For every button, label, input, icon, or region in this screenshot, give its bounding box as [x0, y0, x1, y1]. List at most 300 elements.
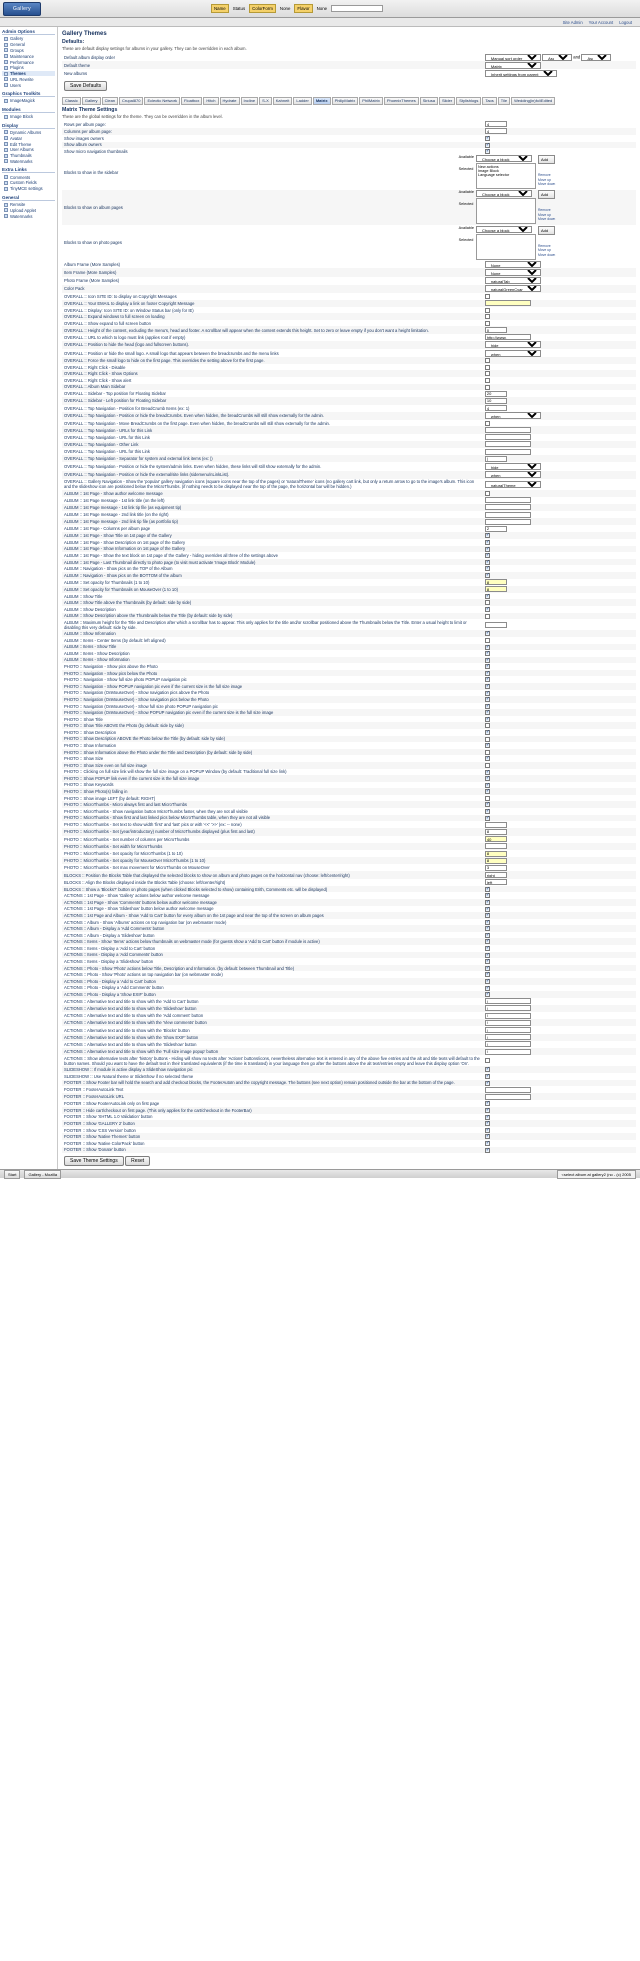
- setting-label: PHOTO :: Show Description ABOVE the Photo below the Title (by default: side by side): [64, 736, 225, 742]
- gear-icon: [4, 43, 8, 47]
- setting-label: PHOTO :: Show Title: [64, 716, 103, 722]
- setting-checkbox[interactable]: [485, 308, 490, 313]
- setting-checkbox[interactable]: [485, 756, 490, 761]
- setting-checkbox[interactable]: [485, 1067, 490, 1072]
- sidebar-group-modules: [2, 107, 55, 120]
- setting-checkbox[interactable]: [485, 1148, 490, 1153]
- list-item[interactable]: Image Block: [477, 169, 499, 174]
- setting-checkbox[interactable]: [485, 1074, 490, 1079]
- site-admin-link[interactable]: Site Admin: [562, 19, 583, 25]
- your-account-link[interactable]: Your Account: [588, 19, 614, 25]
- block-move-up-link[interactable]: Move up: [537, 212, 551, 217]
- setting-label: ALBUM :: Set opacity for Thumbnails on MouseOver (1 to 10): [64, 586, 178, 592]
- setting-checkbox[interactable]: [485, 730, 490, 735]
- reset-button[interactable]: Reset: [125, 1156, 150, 1166]
- add-block-button[interactable]: Add: [538, 190, 555, 199]
- table-row: [62, 384, 636, 391]
- table-row: [62, 729, 636, 736]
- setting-select[interactable]: [485, 463, 541, 470]
- sidebar-item-watermarks[interactable]: [2, 159, 55, 165]
- table-row: [62, 155, 636, 190]
- save-defaults-button[interactable]: Save Defaults: [64, 81, 107, 91]
- tab-floatbox[interactable]: Floatbox: [181, 97, 202, 105]
- tab-eclectic-network[interactable]: Eclectic Network: [144, 97, 180, 105]
- setting-label: ALBUM :: 1st Page - Show Title on 1st page of the Gallery: [64, 533, 172, 539]
- setting-input[interactable]: [485, 1027, 531, 1033]
- tab-tile[interactable]: Tile: [498, 97, 510, 105]
- table-row: [62, 864, 636, 871]
- setting-label: ACTIONS :: Items - Show 'Items' actions below thumbnails on webmaster mode (for guests show a 'Add to Cart' button if module is active): [64, 939, 320, 945]
- table-row: [62, 871, 636, 878]
- setting-label: OVERALL :: Right Click - Show alert: [64, 377, 132, 383]
- setting-select[interactable]: [485, 261, 541, 268]
- setting-checkbox[interactable]: [485, 697, 490, 702]
- setting-label: OVERALL :: Gallery Navigation - Show the 'popular' gallery navigation icons (square icons near the top of the pages) or 'naturalTheme' icons (no gallery cart link, but only a return arrow to go to the image's album. This icon and the slideshow icon are positioned below the MicroThumbs. (if nothing needs to be displayed near the top of the page, the horizontal bar will be hidden.): [64, 479, 475, 490]
- setting-checkbox[interactable]: [485, 907, 490, 912]
- table-row: [62, 1055, 636, 1066]
- setting-label: OVERALL :: Sidebar - Left position for Floating Sidebar: [64, 398, 167, 404]
- setting-input[interactable]: [485, 456, 507, 462]
- tab-s-x[interactable]: S-X: [259, 97, 272, 105]
- setting-checkbox[interactable]: [485, 658, 490, 663]
- taskbar-window-gallery[interactable]: Gallery - Mozilla: [24, 1170, 61, 1179]
- setting-checkbox[interactable]: [485, 491, 490, 496]
- setting-input[interactable]: [485, 434, 531, 440]
- setting-select[interactable]: [485, 471, 541, 478]
- setting-label: ACTIONS :: Photo - Show 'Photo' actions below Title, Description and Information. (by default: between Thumbnail and Title): [64, 965, 295, 971]
- watermark-icon: [4, 214, 8, 218]
- tab-wedding-in-fo-iedited[interactable]: Wedding(in)fo/iEdited: [511, 97, 555, 105]
- table-row: [62, 755, 636, 762]
- setting-checkbox[interactable]: [485, 294, 490, 299]
- sidebar-item-tinymce-settings[interactable]: [2, 186, 55, 192]
- table-row: [62, 135, 636, 142]
- setting-checkbox[interactable]: [485, 893, 490, 898]
- setting-select[interactable]: [485, 341, 541, 348]
- setting-label: FOOTER :: Hide cart/checkout on first page. (This only applies for the cart/checkout in the FooterBar): [64, 1107, 252, 1113]
- selected-blocks-list[interactable]: [476, 163, 536, 189]
- table-row: [62, 552, 636, 559]
- selected-blocks-list[interactable]: [476, 198, 536, 224]
- list-item[interactable]: New actions: [477, 165, 499, 170]
- plug-icon: [4, 66, 8, 70]
- setting-input[interactable]: [485, 836, 507, 842]
- sidebar-item-watermarks-general[interactable]: [2, 213, 55, 219]
- setting-input[interactable]: [485, 851, 507, 857]
- block-move-down-link[interactable]: Move down: [537, 252, 556, 257]
- setting-input[interactable]: [485, 405, 507, 411]
- table-row: [62, 326, 636, 333]
- table-row: [62, 300, 636, 307]
- tab-philmatrix[interactable]: PhilMatrix: [359, 97, 383, 105]
- setting-checkbox[interactable]: [485, 645, 490, 650]
- setting-checkbox[interactable]: [485, 1058, 490, 1063]
- setting-label: ACTIONS :: Alternative text and title to show with the 'View comments' button: [64, 1020, 207, 1026]
- setting-input[interactable]: [485, 586, 507, 592]
- setting-label: ALBUM :: Set opacity for Thumbnails (1 to 10): [64, 579, 150, 585]
- sidebar-item-users[interactable]: [2, 82, 55, 88]
- setting-label: Columns per album page:: [64, 128, 112, 134]
- setting-checkbox[interactable]: [485, 959, 490, 964]
- setting-input[interactable]: [485, 872, 507, 878]
- setting-label: ACTIONS :: Photo - Display a 'Show EXIF' button: [64, 991, 156, 997]
- block-remove-link[interactable]: Remove: [537, 208, 551, 213]
- block-move-down-link[interactable]: Move down: [537, 182, 556, 187]
- setting-checkbox[interactable]: [485, 802, 490, 807]
- setting-select[interactable]: [485, 269, 541, 276]
- setting-label: ALBUM :: 1st Page message - 1st link tip file (as equipment tip): [64, 504, 182, 510]
- setting-checkbox[interactable]: [485, 553, 490, 558]
- setting-input[interactable]: [485, 1020, 531, 1026]
- tab-slider[interactable]: Slider: [439, 97, 455, 105]
- setting-checkbox[interactable]: [485, 972, 490, 977]
- setting-input[interactable]: [485, 1094, 531, 1100]
- admin-sidebar: [0, 27, 58, 1169]
- logout-link[interactable]: Logout: [619, 19, 632, 25]
- sidebar-group-title-modules: Modules: [2, 107, 55, 113]
- setting-label: ACTIONS :: Alternative text and title to show with the 'Blocks' button: [64, 1027, 190, 1033]
- setting-input[interactable]: [485, 1049, 531, 1055]
- tab-siriusa[interactable]: Siriusa: [420, 97, 438, 105]
- setting-label: ALBUM :: Items - Show Description: [64, 650, 130, 656]
- table-row: [62, 769, 636, 776]
- folder-icon: [4, 37, 8, 41]
- block-choose-select[interactable]: [476, 226, 532, 233]
- table-row: [62, 357, 636, 364]
- setting-label: OVERALL :: Position or hide the small logo. A small logo that appears between the breadcrumbs and the menu links: [64, 350, 279, 356]
- setting-label: OVERALL :: Top Navigation - Position or hide the external/site links (sidemenu/nLinkList).: [64, 472, 230, 478]
- setting-checkbox[interactable]: [485, 809, 490, 814]
- link-icon: [4, 77, 8, 81]
- setting-checkbox[interactable]: [485, 677, 490, 682]
- block-remove-link[interactable]: Remove: [537, 173, 551, 178]
- table-row: [62, 637, 636, 644]
- setting-checkbox[interactable]: [485, 816, 490, 821]
- tab-incline[interactable]: Incline: [241, 97, 259, 105]
- setting-checkbox[interactable]: [485, 926, 490, 931]
- setting-label: ACTIONS :: 1st Page - Show 'Slideshow' button below author welcome message: [64, 906, 214, 912]
- setting-checkbox[interactable]: [485, 783, 490, 788]
- tab-crupal870[interactable]: Crupal870: [119, 97, 143, 105]
- table-row: [62, 462, 636, 470]
- block-move-down-link[interactable]: Move down: [537, 217, 556, 222]
- tab-hydrate[interactable]: Hydrate: [220, 97, 240, 105]
- setting-checkbox[interactable]: [485, 1101, 490, 1106]
- default-order-direction-select[interactable]: [542, 54, 572, 61]
- setting-checkbox[interactable]: [485, 796, 490, 801]
- setting-checkbox[interactable]: [485, 573, 490, 578]
- tab-ladder[interactable]: Ladder: [293, 97, 311, 105]
- setting-checkbox[interactable]: [485, 710, 490, 715]
- setting-input[interactable]: [485, 829, 507, 835]
- setting-checkbox[interactable]: [485, 743, 490, 748]
- setting-label: ALBUM :: Navigation - Show pics on the BOTTOM of the album: [64, 572, 182, 578]
- setting-checkbox[interactable]: [485, 691, 490, 696]
- table-row: [62, 925, 636, 932]
- setting-input[interactable]: [485, 128, 507, 134]
- setting-label: ACTIONS :: 1st Page - Show 'Comments' buttons below author welcome message: [64, 899, 217, 905]
- setting-label: PHOTO :: Show Information: [64, 743, 117, 748]
- setting-input[interactable]: [485, 519, 531, 525]
- setting-checkbox[interactable]: [485, 638, 490, 643]
- setting-label: FOOTER :: FooterAutoLink Text: [64, 1087, 124, 1093]
- setting-input[interactable]: [485, 998, 531, 1004]
- setting-input[interactable]: [485, 879, 507, 885]
- tab-clean[interactable]: Clean: [102, 97, 118, 105]
- setting-checkbox[interactable]: [485, 547, 490, 552]
- block-choose-select[interactable]: [476, 190, 532, 197]
- setting-input[interactable]: [485, 504, 531, 510]
- page-title: Gallery Themes: [62, 31, 107, 37]
- table-row: [62, 497, 636, 504]
- setting-select[interactable]: [485, 285, 541, 292]
- setting-label: Album Frame (More Samples): [64, 261, 121, 267]
- tab-phoenixthemes[interactable]: PhoenixThemes: [384, 97, 419, 105]
- setting-input[interactable]: [485, 865, 507, 871]
- table-row: [62, 148, 636, 155]
- new-albums-select[interactable]: [485, 70, 557, 77]
- setting-select[interactable]: [485, 412, 541, 419]
- setting-label: ACTIONS :: Photo - Display a 'Add Comments' button: [64, 985, 164, 991]
- default-order-select[interactable]: [485, 54, 541, 61]
- setting-label: PHOTO :: Show Photo(s) falling in: [64, 789, 128, 795]
- setting-input[interactable]: [485, 391, 507, 397]
- save-theme-settings-button[interactable]: Save Theme Settings: [64, 1156, 124, 1166]
- setting-checkbox[interactable]: [485, 913, 490, 918]
- setting-input[interactable]: [485, 1041, 531, 1047]
- setting-label: BLOCKS :: Position the Blocks Table that displayed the selected blocks to show on album and photo pages on the horizontal nav (choose: left/center/right): [64, 872, 350, 878]
- setting-input[interactable]: [485, 300, 531, 306]
- start-button[interactable]: Start: [4, 1170, 20, 1179]
- table-row: [62, 670, 636, 677]
- setting-checkbox[interactable]: [485, 1141, 490, 1146]
- setting-checkbox[interactable]: [485, 149, 490, 154]
- setting-checkbox[interactable]: [485, 533, 490, 538]
- table-row: [62, 539, 636, 546]
- list-item[interactable]: Language selector: [477, 173, 510, 178]
- default-order-direction2-select[interactable]: [581, 54, 611, 61]
- table-row: [62, 742, 636, 749]
- setting-checkbox[interactable]: [485, 939, 490, 944]
- tab-classic[interactable]: Classic: [62, 97, 81, 105]
- setting-select[interactable]: [485, 481, 541, 488]
- setting-checkbox[interactable]: [485, 750, 490, 755]
- table-row: [62, 69, 636, 77]
- setting-label: OVERALL :: Right Click - Show Options: [64, 371, 138, 377]
- setting-checkbox[interactable]: [485, 966, 490, 971]
- block-settings-table: [62, 155, 636, 261]
- setting-checkbox[interactable]: [485, 704, 490, 709]
- setting-checkbox[interactable]: [485, 566, 490, 571]
- setting-checkbox[interactable]: [485, 979, 490, 984]
- sidebar-group-extra-links: [2, 167, 55, 191]
- setting-input[interactable]: [485, 121, 507, 127]
- browser-address-input[interactable]: [331, 5, 383, 12]
- setting-label: ALBUM :: 1st Page message - 1st link title (on the left): [64, 497, 165, 503]
- table-row: [62, 801, 636, 808]
- setting-checkbox[interactable]: [485, 664, 490, 669]
- setting-label: FOOTER :: Show 'CSS Version' button: [64, 1127, 136, 1133]
- setting-input[interactable]: [485, 1087, 531, 1093]
- table-row: [62, 906, 636, 913]
- setting-label: OVERALL :: Top Navigation - Position or hide the breadCrumbs. Even when hidden, the breadCrumbs will still show externally for the admin.: [64, 413, 324, 419]
- setting-label: PHOTO :: MicroThumbs - Set number of columns per MicroThumbs: [64, 836, 190, 842]
- setting-checkbox[interactable]: [485, 671, 490, 676]
- setting-input[interactable]: [485, 327, 507, 333]
- setting-checkbox[interactable]: [485, 321, 490, 326]
- table-row: [62, 61, 636, 69]
- setting-checkbox[interactable]: [485, 887, 490, 892]
- setting-label: FOOTER :: Show 'Native ColorPack' button: [64, 1140, 145, 1146]
- setting-input[interactable]: [485, 526, 507, 532]
- setting-checkbox[interactable]: [485, 1128, 490, 1133]
- setting-label: PHOTO :: MicroThumbs - Show navigation button MicroThumbs faster, when they are not all visible: [64, 808, 248, 814]
- setting-checkbox[interactable]: [485, 1081, 490, 1086]
- sidebar-item-imagemagick[interactable]: [2, 98, 55, 104]
- setting-checkbox[interactable]: [485, 365, 490, 370]
- setting-label: ALBUM :: Show Title: [64, 593, 103, 599]
- setting-checkbox[interactable]: [485, 371, 490, 376]
- setting-checkbox[interactable]: [485, 1108, 490, 1113]
- setting-checkbox[interactable]: [485, 631, 490, 636]
- default-theme-select[interactable]: [485, 62, 541, 69]
- block-move-up-link[interactable]: Move up: [537, 248, 551, 253]
- setting-checkbox[interactable]: [485, 737, 490, 742]
- table-row: [62, 370, 636, 377]
- tab-matrix[interactable]: Matrix: [313, 97, 331, 105]
- setting-checkbox[interactable]: [485, 684, 490, 689]
- setting-checkbox[interactable]: [485, 385, 490, 390]
- setting-input[interactable]: [485, 1013, 531, 1019]
- sidebar-item-label: Users: [10, 82, 21, 88]
- table-row: [62, 364, 636, 371]
- table-row: [62, 572, 636, 579]
- table-row: [62, 377, 636, 384]
- setting-checkbox[interactable]: [485, 421, 490, 426]
- setting-input[interactable]: [485, 398, 507, 404]
- selected-label: Selected: [458, 202, 474, 207]
- tab-stylishlogs[interactable]: Stylishlogs: [456, 97, 481, 105]
- setting-input[interactable]: [485, 822, 507, 828]
- setting-checkbox[interactable]: [485, 776, 490, 781]
- setting-checkbox[interactable]: [485, 560, 490, 565]
- table-row: [62, 899, 636, 906]
- setting-checkbox[interactable]: [485, 789, 490, 794]
- table-row: [62, 952, 636, 959]
- table-row: [62, 945, 636, 952]
- setting-checkbox[interactable]: [485, 540, 490, 545]
- setting-input[interactable]: [485, 622, 507, 628]
- add-block-button[interactable]: Add: [538, 155, 555, 164]
- setting-label: OVERALL :: Sidebar - Top position for Floating Sidebar: [64, 391, 166, 397]
- setting-checkbox[interactable]: [485, 1115, 490, 1120]
- tab-gallery[interactable]: Gallery: [82, 97, 101, 105]
- setting-checkbox[interactable]: [485, 143, 490, 148]
- setting-label: ACTIONS :: Alternative text and title to show with the 'Full size image popup' button: [64, 1049, 219, 1055]
- setting-checkbox[interactable]: [485, 953, 490, 958]
- setting-checkbox[interactable]: [485, 614, 490, 619]
- setting-label: OVERALL :: Top Navigation - URLs for this Link: [64, 427, 153, 433]
- setting-checkbox[interactable]: [485, 358, 490, 363]
- setting-checkbox[interactable]: [485, 607, 490, 612]
- setting-input[interactable]: [485, 427, 531, 433]
- setting-input[interactable]: [485, 843, 507, 849]
- tab-kahneit[interactable]: Kahneit: [273, 97, 293, 105]
- table-row: [62, 815, 636, 822]
- setting-label: OVERALL :: Top Navigation - Position for BreadCrumb Items (ex: 1): [64, 405, 190, 411]
- setting-label: ACTIONS :: Photo - Display a 'Add to Cart' button: [64, 978, 156, 984]
- setting-checkbox[interactable]: [485, 651, 490, 656]
- setting-checkbox[interactable]: [485, 723, 490, 728]
- setting-input[interactable]: [485, 497, 531, 503]
- setting-checkbox[interactable]: [485, 992, 490, 997]
- table-row: [62, 985, 636, 992]
- add-block-button[interactable]: Add: [538, 226, 555, 235]
- table-row: [62, 490, 636, 497]
- table-row: [62, 1034, 636, 1041]
- setting-select[interactable]: [485, 277, 541, 284]
- sidebar-item-image-block[interactable]: [2, 114, 55, 120]
- selected-blocks-list[interactable]: [476, 234, 536, 260]
- setting-label: PHOTO :: Navigation (OnMouseOver) - Show navigation pics below the Photo: [64, 696, 209, 702]
- setting-checkbox[interactable]: [485, 933, 490, 938]
- setting-checkbox[interactable]: [485, 986, 490, 991]
- tab-hitch[interactable]: Hitch: [203, 97, 218, 105]
- setting-label: BLOCKS :: Align the Blocks displayed inside the Blocks Table (choose: left/center/right): [64, 879, 226, 885]
- block-move-up-link[interactable]: Move up: [537, 177, 551, 182]
- setting-checkbox[interactable]: [485, 594, 490, 599]
- table-row: [62, 716, 636, 723]
- setting-checkbox[interactable]: [485, 1121, 490, 1126]
- tab-taos[interactable]: Taos: [482, 97, 496, 105]
- setting-checkbox[interactable]: [485, 600, 490, 605]
- setting-checkbox[interactable]: [485, 900, 490, 905]
- setting-checkbox[interactable]: [485, 314, 490, 319]
- setting-checkbox[interactable]: [485, 717, 490, 722]
- setting-label: PHOTO :: MicroThumbs - Set text to show width 'first' and 'last' pics or with '<<' '>>' (ex: -- none): [64, 822, 242, 828]
- table-row: [62, 420, 636, 427]
- setting-checkbox[interactable]: [485, 946, 490, 951]
- sidebar-item-label: URL Rewrite: [10, 76, 34, 82]
- table-row: [62, 1073, 636, 1080]
- new-albums-label: New albums: [64, 70, 88, 76]
- table-row: [62, 341, 636, 349]
- setting-select[interactable]: [485, 350, 541, 357]
- setting-input[interactable]: [485, 1034, 531, 1040]
- setting-input[interactable]: [485, 334, 531, 340]
- block-choose-select[interactable]: [476, 155, 532, 162]
- setting-checkbox[interactable]: [485, 1134, 490, 1139]
- setting-input[interactable]: [485, 579, 507, 585]
- setting-input[interactable]: [485, 449, 531, 455]
- setting-checkbox[interactable]: [485, 770, 490, 775]
- setting-checkbox[interactable]: [485, 378, 490, 383]
- setting-input[interactable]: [485, 858, 507, 864]
- tab-philipmatrix[interactable]: PhilipMatrix: [332, 97, 359, 105]
- setting-checkbox[interactable]: [485, 136, 490, 141]
- setting-input[interactable]: [485, 441, 531, 447]
- defaults-table: [62, 53, 636, 78]
- setting-input[interactable]: [485, 512, 531, 518]
- setting-checkbox[interactable]: [485, 920, 490, 925]
- setting-label: Photo Frame (More Samples): [64, 278, 120, 284]
- sidebar-item-label: Performance: [10, 59, 34, 65]
- setting-input[interactable]: [485, 1005, 531, 1011]
- table-row: [62, 650, 636, 657]
- gallery-logo: Gallery: [3, 2, 41, 16]
- block-remove-link[interactable]: Remove: [537, 243, 551, 248]
- setting-checkbox[interactable]: [485, 763, 490, 768]
